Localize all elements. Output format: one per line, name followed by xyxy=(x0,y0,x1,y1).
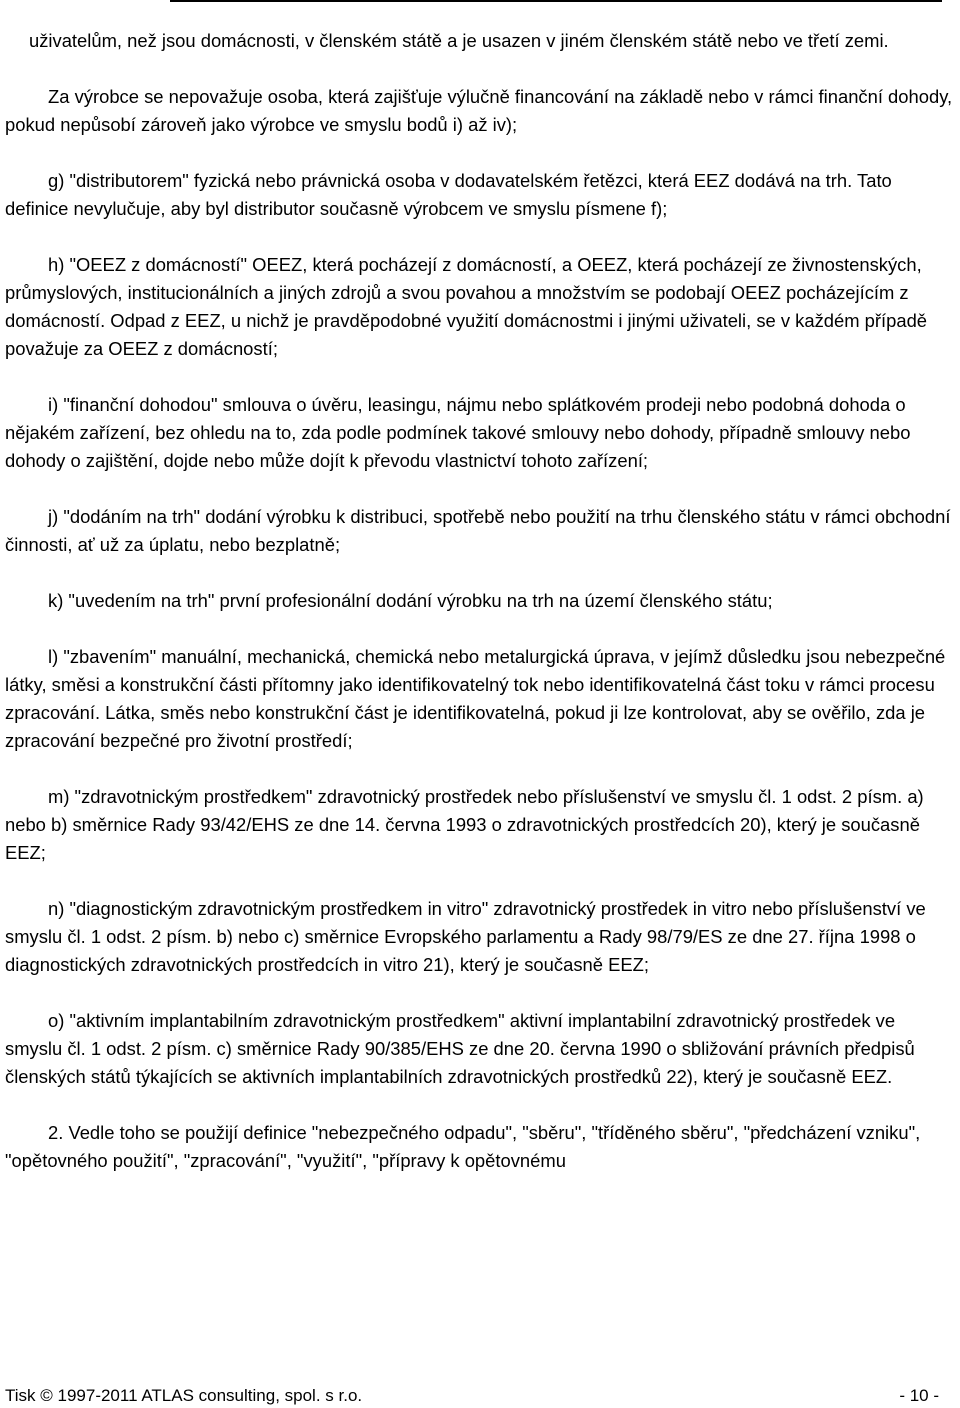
page-footer xyxy=(5,1386,939,1406)
footer-copyright: Tisk © 1997-2011 ATLAS consulting, spol. s r.o. xyxy=(5,1386,363,1405)
definition-i-financial-agreement: i) "finanční dohodou" smlouva o úvěru, leasingu, nájmu nebo splátkovém prodeji nebo podobná dohoda o nějakém zařízení, bez ohledu na to, zda podle podmínek takové smlouvy nebo dohody, případně smlouvy nebo dohody o zajištění, dojde nebo může dojít k převodu vlastnictví tohoto zařízení; xyxy=(5,394,911,471)
paragraph-continuation: uživatelům, než jsou domácnosti, v členském státě a je usazen v jiném členském státě nebo ve třetí zemi. xyxy=(29,30,889,51)
paragraph-other-definitions: 2. Vedle toho se použijí definice "nebezpečného odpadu", "sběru", "tříděného sběru", "předcházení vzniku", "opětovného použití", "zpracování", "využití", "přípravy k opětovnému xyxy=(5,1122,921,1171)
definition-g-distributor: g) "distributorem" fyzická nebo právnická osoba v dodavatelském řetězci, která EEZ dodává na trh. Tato definice nevylučuje, aby byl distributor současně výrobcem ve smyslu písmene f); xyxy=(5,170,892,219)
footer-page-number: - 10 - xyxy=(899,1386,939,1405)
paragraph-producer-exclusion: Za výrobce se nepovažuje osoba, která zajišťuje výlučně financování na základě nebo v rámci finanční dohody, pokud nepůsobí zároveň jako výrobce ve smyslu bodů i) až iv); xyxy=(5,86,953,135)
definition-j-making-available: j) "dodáním na trh" dodání výrobku k distribuci, spotřebě nebo použití na trhu členského státu v rámci obchodní činnosti, ať už za úplatu, nebo bezplatně; xyxy=(5,506,951,555)
header-rule xyxy=(170,0,942,2)
definition-o-implantable-device: o) "aktivním implantabilním zdravotnickým prostředkem" aktivní implantabilní zdravotnický prostředek ve smyslu čl. 1 odst. 2 písm. c) směrnice Rady 90/385/EHS ze dne 20. června 1990 o sbližování právních předpisů členských států týkajících se aktivních implantabilních zdravotnických prostředků 22), který je současně EEZ. xyxy=(5,1010,915,1087)
definition-m-medical-device: m) "zdravotnickým prostředkem" zdravotnický prostředek nebo příslušenství ve smyslu čl. 1 odst. 2 písm. a) nebo b) směrnice Rady 93/42/EHS ze dne 14. června 1993 o zdravotnických prostředcích 20), který je současně EEZ; xyxy=(5,786,924,863)
definition-l-removal: l) "zbavením" manuální, mechanická, chemická nebo metalurgická úprava, v jejímž důsledku jsou nebezpečné látky, směsi a konstrukční části přítomny jako identifikovatelný tok nebo identifikovatelná část toku v rámci procesu zpracování. Látka, směs nebo konstrukční část je identifikovatelná, pokud ji lze kontrolovat, aby se ověřilo, zda je zpracování bezpečné pro životní prostředí; xyxy=(5,646,946,751)
document-body xyxy=(5,27,957,1175)
definition-n-in-vitro-device: n) "diagnostickým zdravotnickým prostředkem in vitro" zdravotnický prostředek in vitro nebo příslušenství ve smyslu čl. 1 odst. 2 písm. b) nebo c) směrnice Evropského parlamentu a Rady 98/79/ES ze dne 27. října 1998 o diagnostických zdravotnických prostředcích in vitro 21), který je současně EEZ; xyxy=(5,898,926,975)
definition-h-household-weee: h) "OEEZ z domácností" OEEZ, která pocházejí z domácností, a OEEZ, která pocházejí ze živnostenských, průmyslových, institucionálních a jiných zdrojů a svou povahou a množstvím se podobají OEEZ pocházejícím z domácností. Odpad z EEZ, u nichž je pravděpodobné využití domácnostmi i jinými uživateli, se v každém případě považuje za OEEZ z domácností; xyxy=(5,254,928,359)
definition-k-placing-on-market: k) "uvedením na trh" první profesionální dodání výrobku na trh na území členského státu; xyxy=(48,590,773,611)
